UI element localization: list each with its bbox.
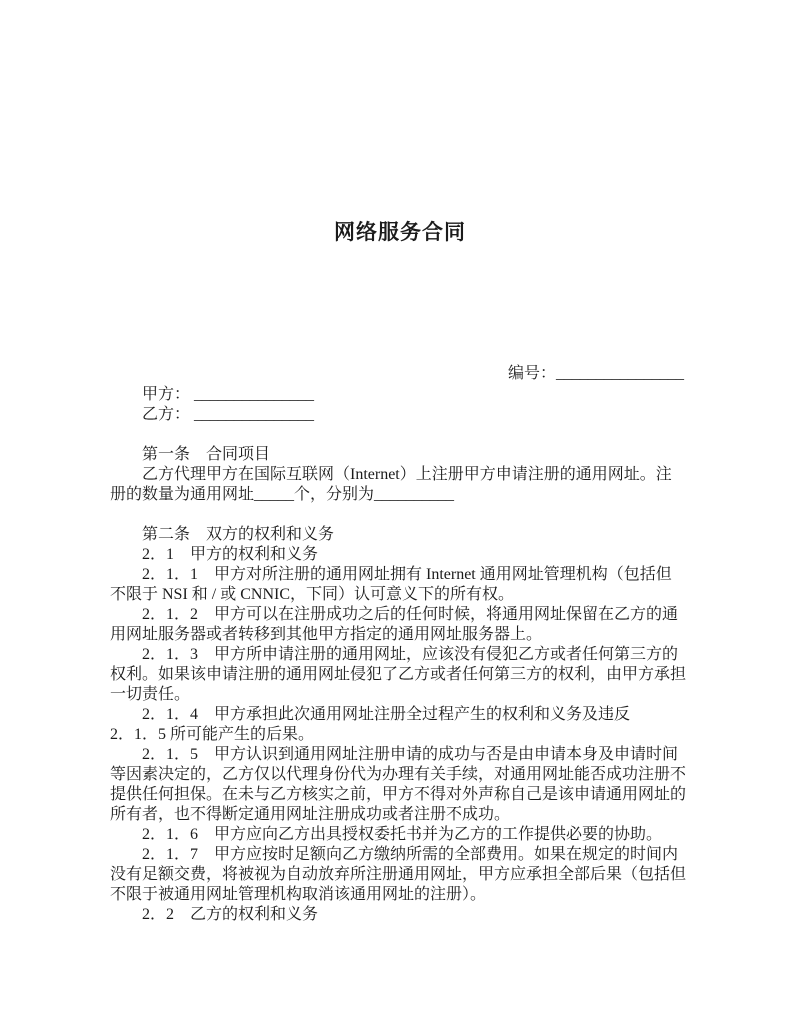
spacer-line: [110, 425, 696, 445]
article-2-heading-line: 第二条 双方的权利和义务: [110, 526, 335, 543]
clause-2-1-3-line: 权利。如果该申请注册的通用网址侵犯了乙方或者任何第三方的权利，由甲方承担: [110, 666, 687, 683]
clause-2-2-heading-line: 2．2 乙方的权利和义务: [110, 906, 319, 923]
contract-number-label: 编号：: [507, 365, 556, 382]
clause-2-1-1-line: 不限于 NSI 和 / 或 CNNIC，下同）认可意义下的所有权。: [110, 586, 515, 603]
party-b-line: 乙方： _______________: [110, 406, 315, 423]
clause-2-1-7-line: 2．1．7 甲方应按时足额向乙方缴纳所需的全部费用。如果在规定的时间内: [110, 846, 679, 863]
clause-2-1-5-line: 2．1．5 甲方认识到通用网址注册申请的成功与否是由申请本身及申请时间: [110, 746, 679, 763]
spacer-line: [110, 505, 696, 525]
clause-2-1-2-line: 2．1．2 甲方可以在注册成功之后的任何时候，将通用网址保留在乙方的通: [110, 606, 679, 623]
contract-number-blank: ________________: [556, 365, 684, 382]
clause-2-1-5-line: 提供任何担保。在未与乙方核实之前，甲方不得对外声称自己是该申请通用网址的: [110, 786, 687, 803]
document-title: 网络服务合同: [334, 220, 466, 244]
clause-2-1-4-line: 2．1．4 甲方承担此次通用网址注册全过程产生的权利和义务及违反: [110, 706, 631, 723]
clause-2-1-7-line: 没有足额交费，将被视为自动放弃所注册通用网址，甲方应承担全部后果（包括但: [110, 866, 687, 883]
clause-2-1-3-line: 一切责任。: [110, 686, 191, 703]
clause-2-1-5-line: 所有者，也不得断定通用网址注册成功或者注册不成功。: [110, 806, 511, 823]
article-1-heading-line: 第一条 合同项目: [110, 446, 271, 463]
clause-2-1-2-line: 用网址服务器或者转移到其他甲方指定的通用网址服务器上。: [110, 626, 543, 643]
clause-2-1-3-line: 2．1．3 甲方所申请注册的通用网址，应该没有侵犯乙方或者任何第三方的: [110, 646, 679, 663]
clause-2-1-4-line: 2．1．5 所可能产生的后果。: [110, 726, 315, 743]
clause-2-1-7-line: 不限于被通用网址管理机构取消该通用网址的注册）。: [110, 886, 487, 903]
paragraph-line: 乙方代理甲方在国际互联网（Internet）上注册甲方申请注册的通用网址。注: [110, 466, 672, 483]
party-a-line: 甲方： _______________: [110, 386, 315, 403]
clause-2-1-6-line: 2．1．6 甲方应向乙方出具授权委托书并为乙方的工作提供必要的协助。: [110, 826, 663, 843]
clause-2-1-heading-line: 2．1 甲方的权利和义务: [110, 546, 319, 563]
clause-2-1-5-line: 等因素决定的，乙方仅以代理身份代为办理有关手续，对通用网址能否成功注册不: [110, 766, 687, 783]
clause-2-1-1-line: 2．1．1 甲方对所注册的通用网址拥有 Internet 通用网址管理机构（包括但: [110, 566, 672, 583]
contract-body: [110, 385, 696, 925]
paragraph-line: 册的数量为通用网址_____个，分别为__________: [110, 486, 455, 503]
